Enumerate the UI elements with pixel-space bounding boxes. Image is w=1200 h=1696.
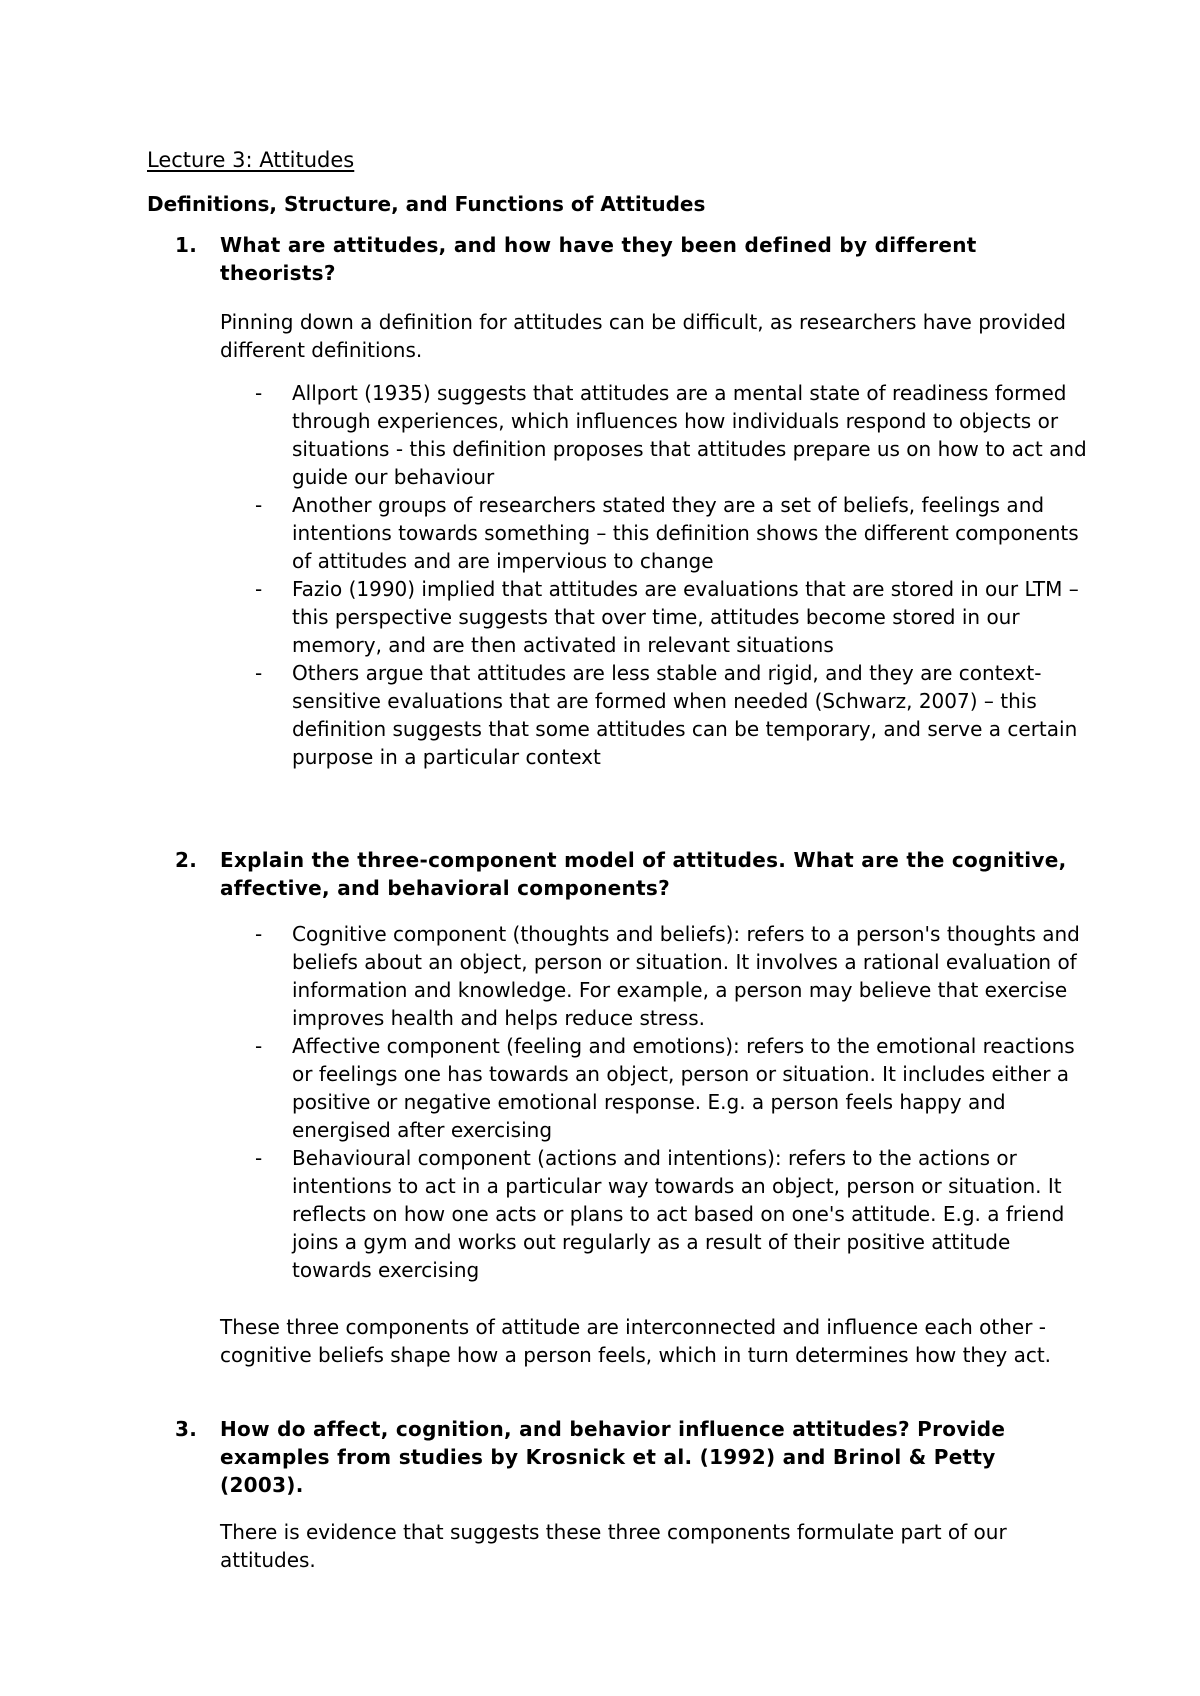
bullet-text: Behavioural component (actions and intentions): refers to the actions or intentions to act in a particular way towards an object, person or situation. It reflects on how one acts or plans to act based on one's attitude. E.g. a friend joins a gym and works out regularly as a result of their positive attitude towards exercising	[292, 1146, 1065, 1282]
question-number: 3.	[175, 1417, 198, 1441]
bullet-marker: -	[255, 1146, 263, 1170]
question-3	[175, 1415, 1075, 1499]
question-number: 2.	[175, 848, 198, 872]
bullet-text: Cognitive component (thoughts and beliefs): refers to a person's thoughts and beliefs about an object, person or situation. It involves a rational evaluation of information and knowledge. For example, a person may believe that exercise improves health and helps reduce stress.	[292, 922, 1080, 1030]
question-text: How do affect, cognition, and behavior influence attitudes? Provide examples from studies by Krosnick et al. (1992) and Brinol & Petty (2003).	[220, 1417, 1006, 1497]
bullet-text: Fazio (1990) implied that attitudes are evaluations that are stored in our LTM – this perspective suggests that over time, attitudes become stored in our memory, and are then activated in relevant situations	[292, 577, 1079, 657]
bullet-marker: -	[255, 381, 263, 405]
section-heading: Definitions, Structure, and Functions of Attitudes	[147, 192, 706, 216]
bullet-marker: -	[255, 1034, 263, 1058]
bullet-text: Affective component (feeling and emotions): refers to the emotional reactions or feelings one has towards an object, person or situation. It includes either a positive or negative emotional response. E.g. a person feels happy and energised after exercising	[292, 1034, 1075, 1142]
bullet-marker: -	[255, 922, 263, 946]
list-item	[220, 1144, 1090, 1284]
question-2-bullets	[220, 920, 1090, 1284]
bullet-text: Another groups of researchers stated they are a set of beliefs, feelings and intentions towards something – this definition shows the different components of attitudes and are impervious to change	[292, 493, 1079, 573]
page-title: Lecture 3: Attitudes	[147, 148, 355, 172]
list-item	[220, 575, 1090, 659]
list-item	[220, 379, 1090, 491]
question-2	[175, 846, 1075, 902]
question-text: What are attitudes, and how have they been defined by different theorists?	[220, 233, 977, 285]
question-2-conclusion: These three components of attitude are interconnected and influence each other - cognitive beliefs shape how a person feels, which in turn determines how they act.	[220, 1315, 1052, 1367]
list-item	[220, 491, 1090, 575]
bullet-text: Others argue that attitudes are less stable and rigid, and they are context-sensitive evaluations that are formed when needed (Schwarz, 2007) – this definition suggests that some attitudes can be temporary, and serve a certain purpose in a particular context	[292, 661, 1078, 769]
list-item	[220, 1032, 1090, 1144]
question-1	[175, 231, 1075, 287]
bullet-marker: -	[255, 661, 263, 685]
bullet-text: Allport (1935) suggests that attitudes are a mental state of readiness formed through experiences, which influences how individuals respond to objects or situations - this definition proposes that attitudes prepare us on how to act and guide our behaviour	[292, 381, 1087, 489]
bullet-marker: -	[255, 493, 263, 517]
list-item	[220, 920, 1090, 1032]
question-1-intro: Pinning down a definition for attitudes can be difficult, as researchers have provided different definitions.	[220, 310, 1067, 362]
bullet-marker: -	[255, 577, 263, 601]
question-1-bullets	[220, 379, 1090, 771]
question-number: 1.	[175, 233, 198, 257]
question-3-intro: There is evidence that suggests these three components formulate part of our attitudes.	[220, 1520, 1007, 1572]
list-item	[220, 659, 1090, 771]
question-text: Explain the three-component model of attitudes. What are the cognitive, affective, and behavioral components?	[220, 848, 1067, 900]
